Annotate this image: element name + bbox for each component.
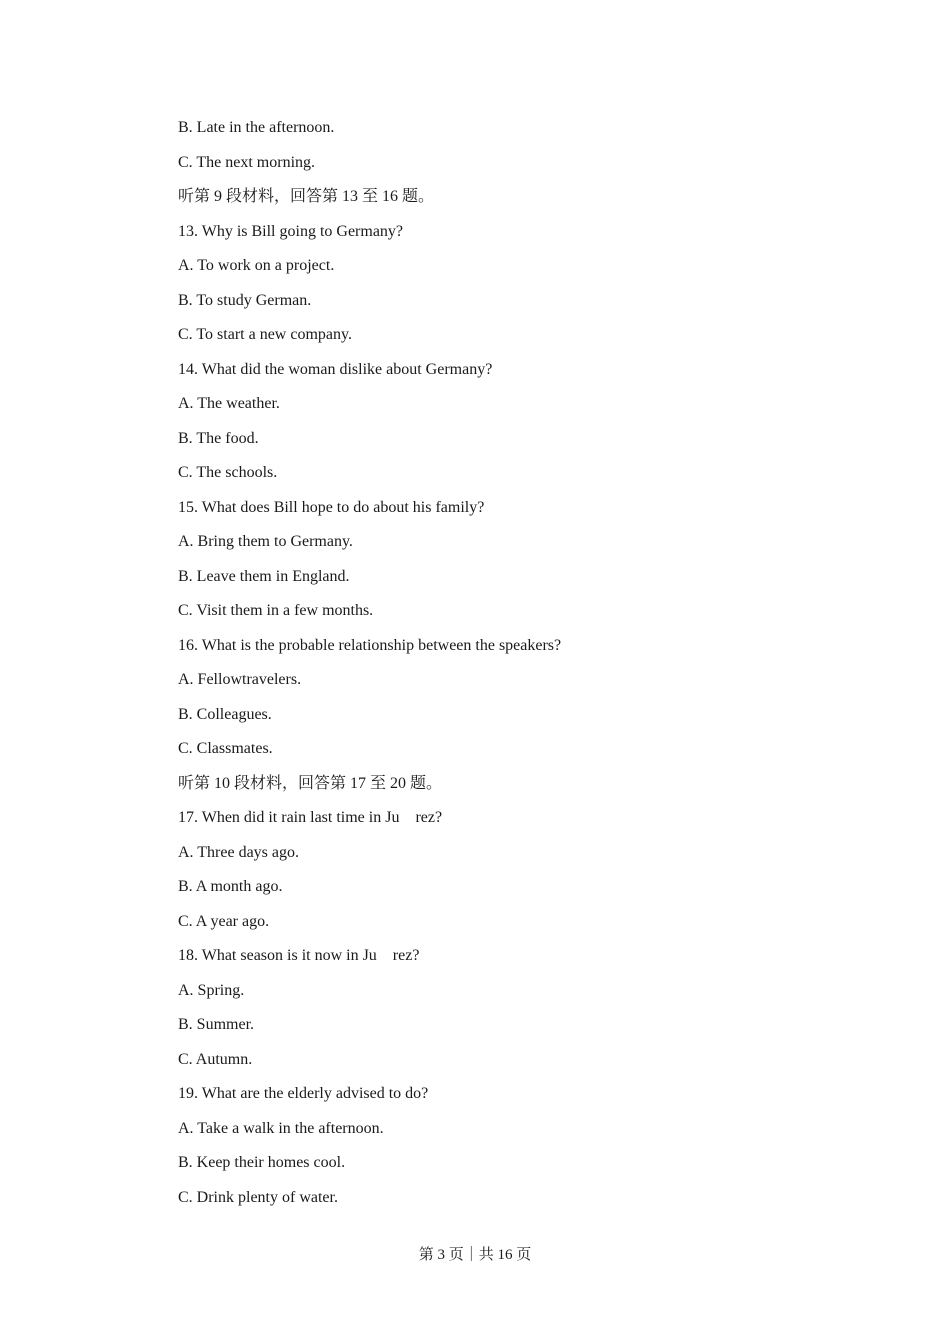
option-line: B. A month ago. bbox=[178, 878, 283, 895]
section-instruction: 听第 10 段材料，回答第 17 至 20 题。 bbox=[178, 774, 443, 792]
question-18: 18. What season is it now in Ju rez? bbox=[178, 947, 420, 964]
option-line: A. Three days ago. bbox=[178, 843, 299, 861]
option-line: A. Spring. bbox=[178, 981, 245, 999]
option-line: B. Leave them in England. bbox=[178, 567, 350, 585]
option-line: C. Visit them in a few months. bbox=[178, 602, 374, 619]
option-line: C. To start a new company. bbox=[178, 326, 352, 343]
question-19: 19. What are the elderly advised to do? bbox=[178, 1085, 429, 1102]
option-line: A. To work on a project. bbox=[178, 257, 335, 274]
option-line: A. The weather. bbox=[178, 395, 280, 412]
option-line: C. Drink plenty of water. bbox=[178, 1188, 338, 1206]
question-15: 15. What does Bill hope to do about his family? bbox=[178, 498, 485, 516]
option-line: A. Take a walk in the afternoon. bbox=[178, 1119, 384, 1137]
option-line: B. To study German. bbox=[178, 291, 312, 309]
question-14: 14. What did the woman dislike about Germany? bbox=[178, 360, 493, 378]
option-line: C. A year ago. bbox=[178, 912, 270, 930]
question-16: 16. What is the probable relationship between the speakers? bbox=[178, 636, 562, 654]
option-line: B. Keep their homes cool. bbox=[178, 1154, 346, 1171]
option-line: A. Fellowtravelers. bbox=[178, 671, 302, 688]
option-line: B. Colleagues. bbox=[178, 705, 272, 723]
option-line: B. Summer. bbox=[178, 1016, 255, 1033]
question-13: 13. Why is Bill going to Germany? bbox=[178, 222, 404, 240]
text-line: C. The next morning. bbox=[178, 153, 316, 171]
option-line: C. Classmates. bbox=[178, 740, 273, 757]
option-line: C. The schools. bbox=[178, 464, 278, 481]
section-instruction: 听第 9 段材料，回答第 13 至 16 题。 bbox=[178, 188, 435, 205]
option-line: B. The food. bbox=[178, 429, 259, 447]
option-line: C. Autumn. bbox=[178, 1050, 253, 1068]
text-line: B. Late in the afternoon. bbox=[178, 119, 335, 136]
option-line: A. Bring them to Germany. bbox=[178, 533, 353, 550]
question-17: 17. When did it rain last time in Ju rez? bbox=[178, 809, 443, 826]
question-lines bbox=[178, 117, 878, 1221]
page-footer: 第 3 页｜共 16 页 bbox=[418, 1247, 532, 1263]
